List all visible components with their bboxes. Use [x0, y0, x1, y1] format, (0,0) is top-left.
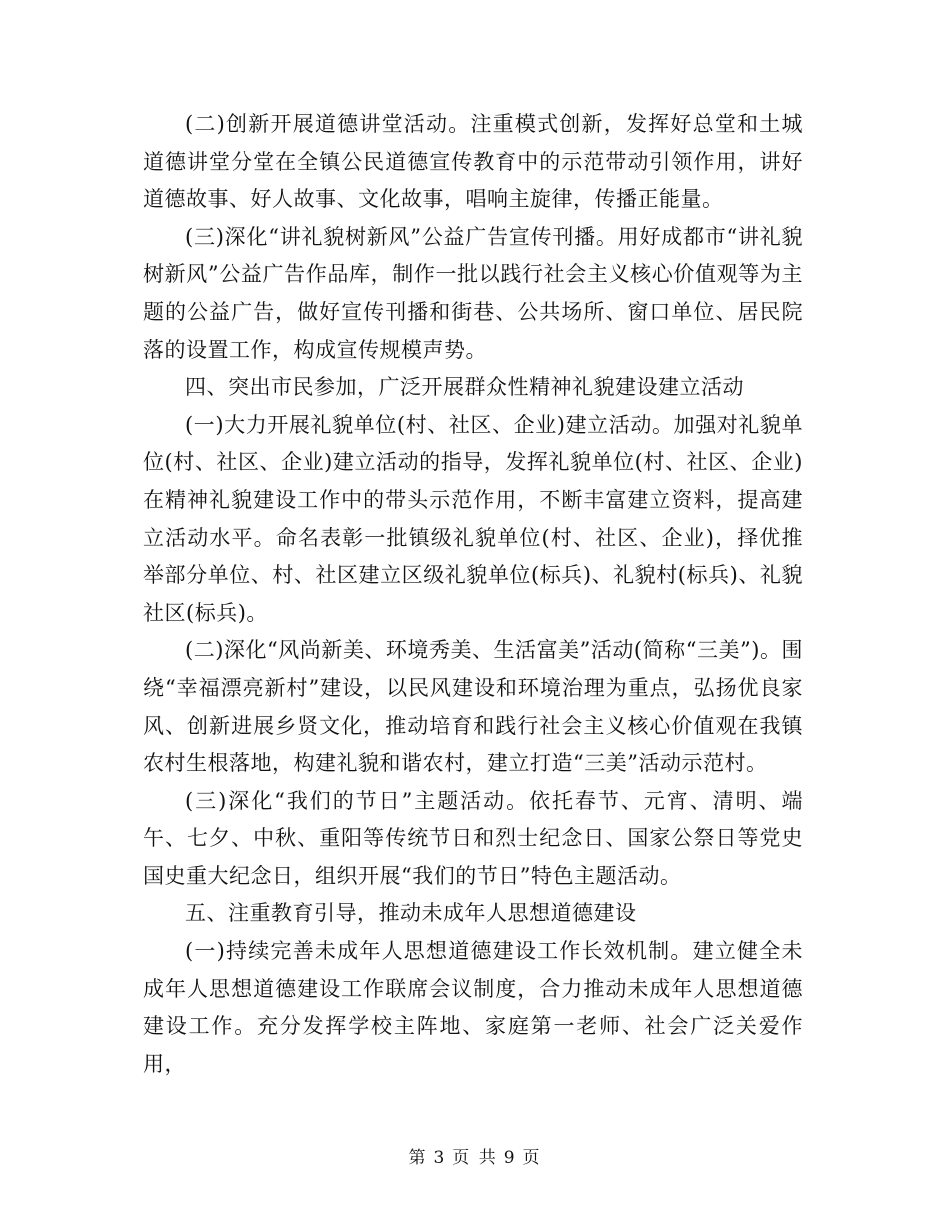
paragraph-our-festivals: (三)深化“我们的节日”主题活动。依托春节、元宵、清明、端午、七夕、中秋、重阳等传统节日和烈士纪念日、国家公祭日等党史国史重大纪念日，组织开展“我们的节日”特色主题活动。 [143, 788, 803, 888]
page-footer [0, 1143, 950, 1168]
footer-suffix: 页 [522, 1148, 542, 1168]
footer-page-number: 3 [433, 1148, 447, 1168]
footer-total-pages: 9 [503, 1148, 517, 1168]
section-heading-four: 四、突出市民参加，广泛开展群众性精神礼貌建设建立活动 [185, 375, 744, 400]
footer-middle: 页 共 [452, 1148, 498, 1168]
footer-prefix: 第 [408, 1148, 428, 1168]
paragraph-moral-lecture: (二)创新开展道德讲堂活动。注重模式创新，发挥好总堂和土城道德讲堂分堂在全镇公民道德宣传教育中的示范带动引领作用，讲好道德故事、好人故事、文化故事，唱响主旋律，传播正能量。 [143, 112, 803, 212]
section-heading-five: 五、注重教育引导，推动未成年人思想道德建设 [185, 901, 637, 926]
paragraph-public-ads: (三)深化“讲礼貌树新风”公益广告宣传刊播。用好成都市“讲礼貌树新风”公益广告作品库，制作一批以践行社会主义核心价值观等为主题的公益广告，做好宣传刊播和街巷、公共场所、窗口单位、居民院落的设置工作，构成宣传规模声势。 [143, 224, 803, 362]
document-body [143, 106, 803, 1083]
paragraph-civility-units: (一)大力开展礼貌单位(村、社区、企业)建立活动。加强对礼貌单位(村、社区、企业)建立活动的指导，发挥礼貌单位(村、社区、企业)在精神礼貌建设工作中的带头示范作用，不断丰富建立资料，提高建立活动水平。命名表彰一批镇级礼貌单位(村、社区、企业)，择优推举部分单位、村、社区建立区级礼貌单位(标兵)、礼貌村(标兵)、礼貌社区(标兵)。 [143, 412, 803, 625]
paragraph-minors-mechanism: (一)持续完善未成年人思想道德建设工作长效机制。建立健全未成年人思想道德建设工作联席会议制度，合力推动未成年人思想道德建设工作。充分发挥学校主阵地、家庭第一老师、社会广泛关爱作用， [143, 939, 803, 1076]
paragraph-three-beauties: (二)深化“风尚新美、环境秀美、生活富美”活动(简称“三美”)。围绕“幸福漂亮新村”建设，以民风建设和环境治理为重点，弘扬优良家风、创新进展乡贤文化，推动培育和践行社会主义核心价值观在我镇农村生根落地，构建礼貌和谐农村，建立打造“三美”活动示范村。 [143, 638, 803, 776]
